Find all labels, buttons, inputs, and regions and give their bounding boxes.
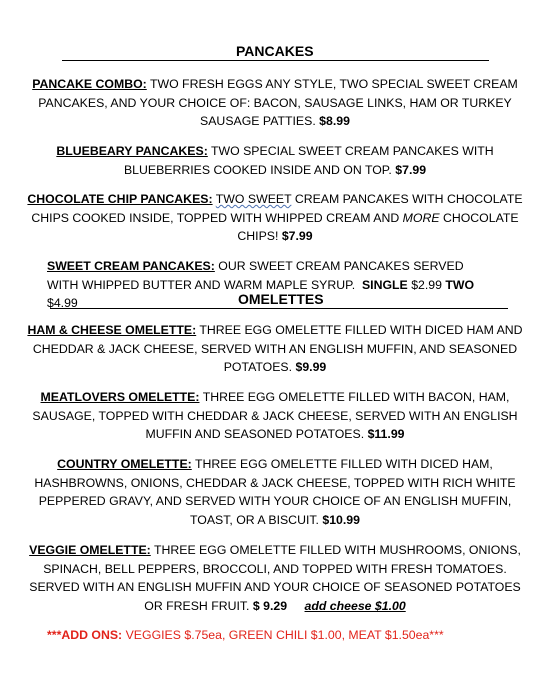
heading-rule-left [62, 47, 235, 61]
item-description: THREE EGG OMELETTE FILLED WITH DICED HAM AND CHEDDAR & JACK CHEESE, SERVED WITH AN ENGLISH MUFFIN, AND SEASONED POTATOES. [32, 323, 523, 375]
item-emphasis: MORE [402, 210, 440, 225]
add-cheese-note: add cheese $1.00 [304, 598, 406, 613]
veggie-omelette-item [26, 541, 524, 615]
blueberry-pancakes-item [26, 142, 524, 179]
add-ons-line [47, 626, 517, 645]
pancakes-heading [62, 42, 489, 61]
omelettes-heading [50, 290, 508, 309]
item-name: SWEET CREAM PANCAKES: [47, 259, 215, 273]
ham-cheese-omelette-item [26, 321, 524, 377]
item-description: THREE EGG OMELETTE FILLED WITH MUSHROOMS, ONIONS, SPINACH, BELL PEPPERS, BROCCOLI, AND TOPPED WITH FRESH TOMATOES. SERVED WITH AN ENGLISH MUFFIN AND YOUR CHOICE OF SEASONED POTATOES OR FRESH FRUIT. [29, 543, 521, 613]
single-price: $2.99 [411, 277, 442, 292]
two-price: $4.99 [47, 296, 78, 311]
pancakes-heading-text: PANCAKES [236, 43, 314, 59]
item-price: $9.99 [295, 360, 327, 375]
item-description: CHOCOLATE CHIPS! [237, 210, 519, 244]
spellcheck-marked-text: TWO SWEET [215, 192, 292, 206]
single-label: SINGLE [361, 277, 408, 292]
item-name: COUNTRY OMELETTE: [57, 457, 192, 471]
pancake-combo-item [26, 75, 524, 131]
item-name: HAM & CHEESE OMELETTE: [27, 323, 197, 337]
item-description: CREAM PANCAKES WITH CHOCOLATE CHIPS COOKED INSIDE, TOPPED WITH WHIPPED CREAM AND [31, 192, 523, 225]
meatlovers-omelette-item [26, 388, 524, 444]
item-name: VEGGIE OMELETTE: [29, 543, 151, 557]
item-price: $11.99 [367, 427, 405, 442]
item-price: $ 9.29 [252, 598, 288, 613]
item-name: MEATLOVERS OMELETTE: [40, 390, 200, 404]
heading-rule-right [325, 295, 508, 309]
omelettes-heading-text: OMELETTES [238, 291, 324, 307]
item-name: BLUEBEARY PANCAKES: [56, 144, 208, 158]
item-description: TWO SPECIAL SWEET CREAM PANCAKES WITH BLUEBERRIES COOKED INSIDE AND ON TOP. [123, 144, 494, 177]
item-description: THREE EGG OMELETTE FILLED WITH BACON, HAM, SAUSAGE, TOPPED WITH CHEDDAR & JACK CHEESE, SERVED WITH AN ENGLISH MUFFIN AND SEASONED POTATOES. [32, 390, 518, 442]
chocolate-chip-pancakes-item [26, 190, 524, 246]
two-label: TWO [445, 277, 475, 292]
item-description: TWO FRESH EGGS ANY STYLE, TWO SPECIAL SWEET CREAM PANCAKES, AND YOUR CHOICE OF: BACON, SAUSAGE LINKS, HAM OR TURKEY SAUSAGE PATTIES. [38, 77, 518, 129]
add-ons-label: ***ADD ONS: [47, 628, 123, 642]
item-description: THREE EGG OMELETTE FILLED WITH DICED HAM, HASHBROWNS, ONIONS, CHEDDAR & JACK CHEESE, TOPPED WITH RICH WHITE PEPPERED GRAVY, AND SERVED WITH YOUR CHOICE OF AN ENGLISH MUFFIN, TOAST, OR A BISCUIT. [34, 457, 516, 527]
item-price: $8.99 [319, 114, 350, 129]
item-name: CHOCOLATE CHIP PANCAKES: [27, 192, 213, 206]
item-price: $10.99 [322, 512, 360, 527]
item-price: $7.99 [395, 162, 427, 177]
item-name: PANCAKE COMBO: [32, 77, 147, 91]
country-omelette-item [26, 455, 524, 529]
item-description: OUR SWEET CREAM PANCAKES SERVED WITH WHIPPED BUTTER AND WARM MAPLE SYRUP. [47, 259, 464, 292]
heading-rule-right [315, 47, 489, 61]
add-ons-text: VEGGIES $.75ea, GREEN CHILI $1.00, MEAT $1.50ea*** [125, 628, 444, 642]
heading-rule-left [50, 295, 237, 309]
item-price: $7.99 [281, 229, 313, 244]
